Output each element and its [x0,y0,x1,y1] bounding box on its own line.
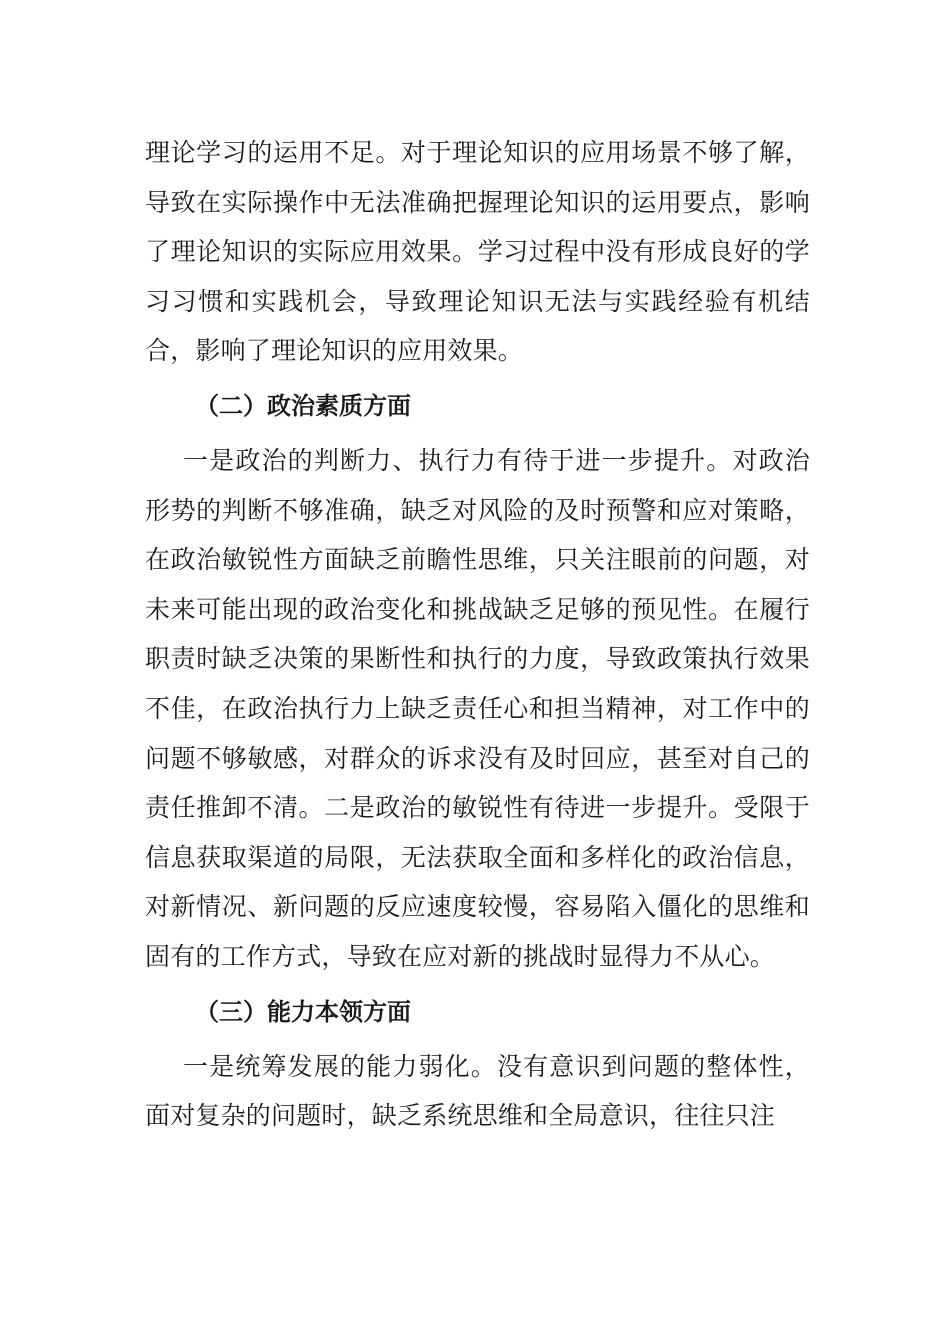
paragraph-political-quality: 一是政治的判断力、执行力有待于进一步提升。对政治形势的判断不够准确，缺乏对风险的及时预警和应对策略，在政治敏锐性方面缺乏前瞻性思维，只关注眼前的问题，对未来可能出现的政治变化和挑战缺乏足够的预见性。在履行职责时缺乏决策的果断性和执行的力度，导致政策执行效果不佳，在政治执行力上缺乏责任心和担当精神，对工作中的问题不够敏感，对群众的诉求没有及时回应，甚至对自己的责任推卸不清。二是政治的敏锐性有待进一步提升。受限于信息获取渠道的局限，无法获取全面和多样化的政治信息，对新情况、新问题的反应速度较慢，容易陷入僵化的思维和固有的工作方式，导致在应对新的挑战时显得力不从心。 [145,445,810,971]
section-heading-political-quality: （二）政治素质方面 [195,391,411,420]
section-heading-ability: （三）能力本领方面 [195,997,411,1026]
document-body [145,128,810,1141]
paragraph-ability: 一是统筹发展的能力弱化。没有意识到问题的整体性，面对复杂的问题时，缺乏系统思维和全局意识，往往只注 [145,1051,810,1131]
paragraph-theory-application: 理论学习的运用不足。对于理论知识的应用场景不够了解，导致在实际操作中无法准确把握理论知识的运用要点，影响了理论知识的实际应用效果。学习过程中没有形成良好的学习习惯和实践机会，导致理论知识无法与实践经验有机结合，影响了理论知识的应用效果。 [145,138,810,366]
